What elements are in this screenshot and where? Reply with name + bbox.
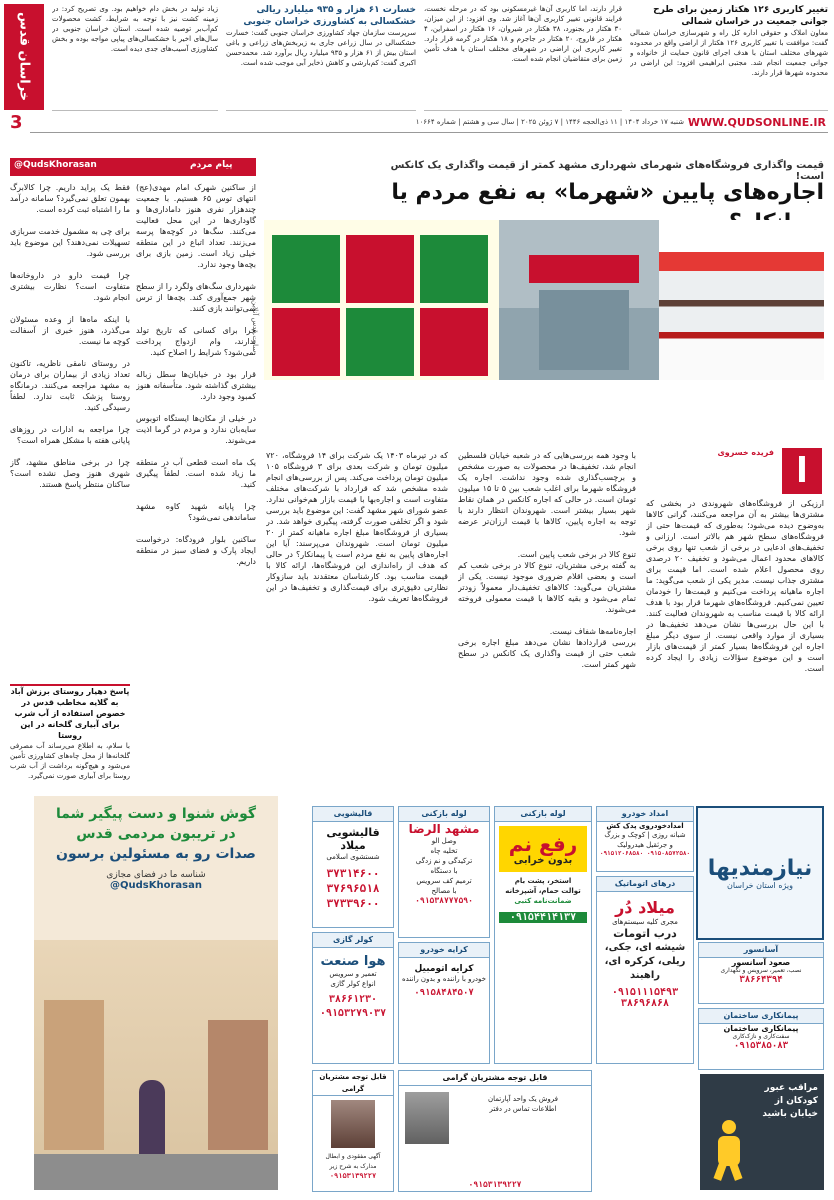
top-news-col2 bbox=[424, 4, 622, 111]
ad-phone: ۰۹۱۵۰۸۵۷۲۵۸۰ ۰۹۱۵۱۲۰۶۸۵۸۰ bbox=[599, 850, 691, 857]
notice-title: قابل توجه مشتریان گرامی bbox=[399, 1071, 591, 1086]
discount-tile bbox=[346, 308, 414, 376]
ad-phone: ۳۸۶۶۱۲۳۰ ۰۹۱۵۳۲۷۹۰۳۷ bbox=[319, 994, 387, 1019]
caution-box bbox=[700, 1074, 824, 1190]
ad-phone: ۳۷۳۱۴۶۰۰ ۳۷۶۹۶۵۱۸ ۳۷۳۳۹۶۰۰ bbox=[326, 867, 380, 910]
top-news-body-4: زیاد تولید در بخش دام خواهیم بود. وی تصریح کرد: در زمینه کشت نیز با توجه به شرایط، کشت محصولات کم‌آب‌بر توصیه شده است. استان خراسان جنوبی در سال‌های اخیر با خشکسالی‌های پیاپی مواجه بوده و بخش کشاورزی آسیب‌های جدی دیده است. bbox=[52, 5, 218, 53]
ad-phone: ۰۹۱۵۳۸۷۷۷۵۹۰ bbox=[415, 896, 473, 905]
response-body: با سلام، به اطلاع می‌رساند آب مصرفی گلخانه‌ها از محل چاه‌های کشاورزی تأمین می‌شود و هیچ‌گونه برداشت از آب شرب روستا برای آبیاری صورت نمی‌گیرد. bbox=[10, 742, 130, 780]
top-news-col3 bbox=[226, 4, 416, 111]
response-box bbox=[10, 684, 130, 782]
ad-header: درهای اتوماتیک bbox=[597, 877, 693, 892]
notice-box-2[interactable] bbox=[312, 1070, 394, 1192]
notice-line: اطلاعات تماس در دفتر bbox=[489, 1105, 557, 1113]
ad-line: شیشه ای، جکی، bbox=[604, 942, 686, 953]
promo-illustration bbox=[34, 940, 278, 1190]
promo-line-2: در تریبون مردمی قدس bbox=[76, 826, 236, 842]
ad-header: کولر گازی bbox=[313, 933, 393, 948]
ad-carpet-wash[interactable] bbox=[312, 806, 394, 928]
ad-line: وصل الو bbox=[431, 837, 457, 845]
ad-phone: ۰۹۱۵۸۴۸۴۵۰۷ bbox=[414, 988, 474, 998]
ad-line: شبانه روزی | کوچک و بزرگ bbox=[604, 831, 686, 839]
notice-line: آگهی مفقودی و ابطال bbox=[325, 1153, 381, 1160]
discount-tile bbox=[420, 235, 488, 303]
article-photo bbox=[264, 220, 824, 380]
storefront-image bbox=[499, 220, 659, 380]
promo-line-1: گوش شنوا و دست پیگیر شما bbox=[55, 806, 257, 822]
ad-line: با مصالح bbox=[431, 887, 457, 895]
ad-header: آسانسور bbox=[699, 943, 823, 958]
author-name: فریده خسروی bbox=[717, 448, 774, 457]
ad-header: لوله بازکنی bbox=[495, 807, 591, 822]
notice-phone: ۰۹۱۵۳۱۳۹۲۲۷ bbox=[468, 1180, 522, 1189]
sidebar-header: پیام مردم bbox=[190, 160, 233, 170]
ad-line: ترکیدگی و نم زدگی bbox=[415, 857, 473, 865]
top-news-title-1: تغییر کاربری ۱۲۶ هکتار زمین برای طرح جوانی جمعیت در خراسان شمالی bbox=[653, 5, 828, 27]
ad-line: خودرو با راننده و بدون راننده bbox=[401, 975, 486, 983]
ad-title: قالیشویی میلاد bbox=[326, 826, 380, 852]
notice-photo bbox=[405, 1092, 449, 1144]
ad-car-rental[interactable] bbox=[398, 942, 490, 1064]
logo-text: خراسان قدس bbox=[16, 12, 32, 102]
response-title: پاسخ دهیار روستای برزش آباد به گلایه مخاطب قدس در خصوص استفاده از آب شرب برای آبیاری گلخانه در این روستا bbox=[10, 687, 130, 740]
masthead-logo bbox=[4, 4, 44, 110]
ad-line: ضمانت‌نامه کتبی bbox=[514, 897, 572, 905]
ad-header: کرایه خودرو bbox=[399, 943, 489, 958]
ad-building-contractor[interactable] bbox=[698, 1008, 824, 1070]
promo-line-4: شناسه ما در فضای مجازی bbox=[106, 870, 206, 880]
discount-tile bbox=[420, 308, 488, 376]
classifieds-subtitle: ویژه استان خراسان bbox=[726, 881, 794, 890]
photo-caption: سایت قدس آنلاین bbox=[251, 300, 259, 353]
ad-title: هوا صنعت bbox=[320, 954, 386, 969]
ad-line: نصب، تعمیر، سرویس و نگهداری bbox=[720, 967, 802, 974]
ad-line: درب اتومات bbox=[613, 927, 677, 940]
ad-header: لوله بازکنی bbox=[399, 807, 489, 822]
notice-line: مدارک به شرح زیر bbox=[329, 1163, 377, 1170]
article-col-3: که در تیرماه ۱۴۰۳ یک شرکت برای ۱۴ فروشگاه، ۷۲۰ میلیون تومان و شرکت بعدی برای ۳ فروشگاه ۱۰۵ میلیون تومان پرداخت می‌کند. پس از بررسی‌های انجام شده مشخص شد که قرارداد با شرکت‌های مختلف متفاوت است و اجاره‌بها با قیمت بازار هم‌خوانی ندارد. عضو شورای شهر مشهد گفت: این موضوع باید بررسی شود و اگر تخلفی صورت گرفته، پیگیری خواهد شد. در بسیاری از فروشگاه‌ها مبلغ اجاره ماهیانه کمتر از ۲۰ میلیون تومان است. شهروندان می‌پرسند: آیا این اجاره‌های پایین به نفع مردم است یا پیمانکار؟ در حالی که هدف از راه‌اندازی این فروشگاه‌ها، ارائه کالا با قیمت مناسب بود. کارشناسان معتقدند باید سازوکار نظارتی دقیق‌تری برای قیمت‌گذاری و تخفیف‌ها در این فروشگاه‌ها تعریف شود. bbox=[266, 451, 448, 603]
building-shape bbox=[208, 1020, 268, 1150]
ad-line: با دستگاه bbox=[430, 867, 458, 875]
ad-air-conditioner[interactable] bbox=[312, 932, 394, 1064]
discount-tile bbox=[272, 235, 340, 303]
drop-cap: ا bbox=[782, 448, 822, 494]
ad-line: ریلی، کرکره ای، راهبند bbox=[604, 956, 686, 981]
ad-title: مشهد الرضا bbox=[408, 822, 480, 836]
ad-header: امداد خودرو bbox=[597, 807, 693, 822]
ad-phone: ۰۹۱۵۱۱۱۵۴۹۳ ۳۸۶۹۶۸۶۸ bbox=[611, 987, 679, 1009]
ad-line: بدون خرابی bbox=[513, 855, 573, 866]
ad-tow-truck[interactable] bbox=[596, 806, 694, 872]
ad-title: رفع نم bbox=[508, 832, 578, 856]
top-news-col4 bbox=[52, 4, 218, 111]
ad-phone: ۳۸۶۶۴۳۹۴ bbox=[739, 975, 783, 985]
building-shape bbox=[44, 1000, 104, 1150]
discount-tile bbox=[272, 308, 340, 376]
discount-sign-image bbox=[264, 220, 499, 380]
notice-box-1[interactable] bbox=[398, 1070, 592, 1192]
ad-line: شستشوی اسلامی bbox=[326, 853, 380, 861]
shelves-image bbox=[659, 220, 824, 380]
article-kicker: قیمت واگذاری فروشگاه‌های شهرمای شهرداری مشهد کمتر از قیمت واگذاری یک کانکس است! bbox=[390, 160, 824, 182]
notice-title: قابل توجه مشتریان گرامی bbox=[313, 1071, 393, 1096]
ad-pipe-cleaning[interactable] bbox=[398, 806, 490, 938]
ad-title: صعود آسانسور bbox=[731, 958, 791, 967]
promo-box bbox=[34, 796, 278, 1190]
top-news-body-2: قرار دارند، اما کاربری آن‌ها غیرمسکونی بود که در مرحله نخست، فرایند قانونی تغییر کاربری آن‌ها آغاز شد. وی افزود: از این میزان، ۳۰ هکتار در بجنورد، ۳۸ هکتار در شیروان، ۱۶ هکتار در اسفراین، ۴ هکتار در فاروج، ۲۰ هکتار در جاجرم و ۱۸ هکتار در گرمه قرار دارد. تغییر کاربری این اراضی در شهرهای مختلف استان با هدف تأمین زمین برای متقاضیان انجام شده است. bbox=[424, 5, 622, 63]
notice-phone: ۰۹۱۵۳۱۳۹۲۲۷ bbox=[329, 1172, 377, 1180]
ad-line: تخلیه چاه bbox=[430, 847, 458, 855]
ad-title: کرایه اتومبیل bbox=[414, 964, 474, 974]
ad-title: پیمانکاری ساختمان bbox=[723, 1024, 799, 1033]
caution-text: مراقب عبور کودکان از خیابان باشید bbox=[762, 1083, 818, 1119]
notice-line: فروش یک واحد آپارتمان bbox=[487, 1095, 559, 1103]
ad-header: پیمانکاری ساختمان bbox=[699, 1009, 823, 1024]
ad-line: ترمیم کف سرویس bbox=[416, 877, 472, 885]
ad-line: مجری کلیه سیستم‌های bbox=[612, 918, 678, 926]
ad-line: سفت‌کاری و نازک‌کاری bbox=[732, 1033, 790, 1040]
ad-line: استخر، پشت بام bbox=[514, 877, 572, 885]
ad-elevator[interactable] bbox=[698, 942, 824, 1004]
ad-header: قالیشویی bbox=[313, 807, 393, 822]
dateline: شنبه ۱۷ خرداد ۱۴۰۴ | ۱۱ ذی‌الحجه ۱۴۴۶ | ۷ ژوئن ۲۰۲۵ | سال سی و هشتم | شماره ۱۰۶۶۴ bbox=[415, 118, 684, 126]
person-shape bbox=[139, 1080, 165, 1160]
top-news-body-1: معاون املاک و حقوقی اداره کل راه و شهرسازی خراسان شمالی گفت: موافقت با تغییر کاربری ۱۲۶ هکتار از اراضی واقع در محدوده شهرهای مختلف استان با هدف اجرای قانون حمایت از خانواده و جوانی جمعیت انجام شد. مجتبی ابراهیمی افزود: این اراضی در محدوده شهرها قرار دارند. bbox=[630, 29, 828, 77]
ad-line: انواع کولر گازی bbox=[330, 980, 376, 988]
ad-banner bbox=[499, 826, 587, 872]
classifieds-title: نیازمندیها bbox=[707, 856, 813, 881]
article-col-1: ارزیکی از فروشگاه‌های شهروندی در بخشی که مشتری‌ها بیشتر به آن مراجعه می‌کنند، گرانی کالاها به‌وضوح دیده می‌شود؛ به‌طوری که قیمت‌ها حتی از فروشگاه‌های سطح شهر هم بالاتر است. ارزانی و تخفیف‌های ادعایی در برخی از شعب تنها روی برخی کالاهای محدود اعمال می‌شود و تخفیف ۲۰ درصدی روی محصول اعلام شده است. اما قیمت برای مشتری جذاب نیست. مدیر یکی از شعب می‌گوید: ما اجاره ماهیانه پرداخت می‌کنیم و قیمت‌ها را خودمان تعیین نمی‌کنیم. فروشگاه‌های شهرما قرار بود با هدف ارائه کالا با قیمت مناسب به شهروندان فعالیت کنند. با این حال بررسی‌ها نشان می‌دهد تخفیف‌ها در بسیاری از موارد واقعی نیست. از سوی دیگر مبلغ اجاره این فروشگاه‌ها بسیار کمتر از قیمت‌های بازار است و این موضوع سؤالات زیادی را ایجاد کرده است. bbox=[646, 499, 824, 673]
page-number: 3 bbox=[10, 112, 23, 133]
discount-tile bbox=[346, 235, 414, 303]
ad-line: توالت حمام، آشپزخانه bbox=[505, 887, 581, 895]
child-crossing-icon bbox=[706, 1120, 752, 1180]
ad-title: میلاد دُر bbox=[615, 898, 675, 917]
article-col-2: با وجود همه بررسی‌هایی که در شعبه خیابان فلسطین انجام شد، تخفیف‌ها در محصولات به صورت مشخص و برچسب‌گذاری شده وجود نداشت. اجاره یک فروشگاه شهرما برای اغلب شعب بین ۵ تا ۱۵ میلیون تومان است. در حالی که اجاره کانکس در همان نقاط شهر بسیار بیشتر است. شهروندان انتظار دارند با توجه به اجاره پایین، کالاها با قیمت ارزان‌تر عرضه شود. تنوع کالا در برخی شعب پایین است. به گفته برخی مشتریان، تنوع کالا در برخی شعب کم است و بعضی اقلام ضروری موجود نیست. یکی از مشتریان می‌گوید: کالاهای تخفیف‌دار معمولاً زودتر تمام می‌شود و بقیه کالاها با قیمت معمولی فروخته می‌شوند. اجاره‌نامه‌ها شفاف نیست. بررسی قراردادها نشان می‌دهد مبلغ اجاره برخی شعب حتی از قیمت واگذاری یک کانکس در سطح شهر کمتر است. bbox=[458, 451, 636, 669]
divider bbox=[30, 132, 828, 133]
ad-damp-repair[interactable] bbox=[494, 806, 592, 1064]
ad-auto-door[interactable] bbox=[596, 876, 694, 1064]
top-news-title-3: خسارت ۶۱ هزار و ۹۳۵ میلیارد ریالی خشکسالی به کشاورزی خراسان جنوبی bbox=[243, 5, 416, 27]
website: WWW.QUDSONLINE.IR bbox=[687, 116, 826, 129]
sidebar-handle: @QudsKhorasan bbox=[14, 160, 97, 170]
street-shape bbox=[34, 1154, 278, 1190]
ad-phone: ۰۹۱۵۴۴۱۴۱۳۷ bbox=[499, 912, 587, 923]
promo-line-3: صدات رو به مسئولین برسون bbox=[56, 846, 256, 862]
sidebar-col-2: فقط یک پراید داریم. چرا کالابرگ بهمون تعلق نمی‌گیرد؟ سامانه درآمد ما را اشتباه ثبت کرده است. برای چی به مشمول خدمت سربازی تسهیلات نمی‌دهند؟ این موضوع باید بررسی شود. چرا قیمت دارو در داروخانه‌ها متفاوت است؟ نظارت بیشتری انجام شود. با اینکه ماه‌ها از وعده مسئولان می‌گذرد، هنوز خبری از آسفالت کوچه ما نیست. در روستای نامقی ناظریه، تاکنون تعداد زیادی از بیماران برای درمان به مشهد مراجعه می‌کنند. درمانگاه روستا پزشک ثابت ندارد. لطفاً رسیدگی کنید. چرا مراجعه به ادارات در روزهای پایانی هفته با مشکل همراه است؟ چرا در برخی مناطق مشهد، گاز شهری هنوز وصل نشده است؟ ساکنان منتظر پاسخ هستند. bbox=[10, 183, 130, 489]
ad-title: امدادخودروی پدک کش bbox=[606, 822, 684, 830]
top-news-body-3: سرپرست سازمان جهاد کشاورزی خراسان جنوبی گفت: خسارت خشکسالی در سال زراعی جاری به زیربخش‌های زراعی و باغی استان بیش از ۶۱ هزار و ۹۳۵ میلیارد ریال برآورد شد. محمدحسن اکبری گفت: کم‌بارشی و کاهش ذخایر آبی موجب شده است. bbox=[226, 29, 416, 67]
top-news-col1 bbox=[630, 4, 828, 111]
ad-line: و جرثقیل هیدرولیک bbox=[617, 841, 673, 849]
article-headline: اجاره‌های پایین «شهرما» به نفع مردم یا bbox=[391, 180, 824, 205]
notice-photo bbox=[331, 1100, 375, 1148]
promo-handle[interactable]: @QudsKhorasan bbox=[110, 880, 202, 891]
classifieds-brand bbox=[696, 806, 824, 940]
ad-phone: ۰۹۱۵۳۸۵۰۸۳ bbox=[733, 1041, 789, 1051]
ad-line: تعمیر و سرویس bbox=[329, 970, 377, 978]
sidebar-col-1: از ساکنین شهرک امام مهدی(عج) انتهای توس ۶۵ هستیم. با جمعیت چندهزار نفری هنوز داماداری‌ها و گاوداری‌ها در این محل فعالیت می‌کنند. سگ‌ها در کوچه‌ها پرسه می‌زنند. تعداد اتباع در این منطقه خیلی زیاد است. زمین بازی برای بچه‌ها وجود ندارد. شهرداری سگ‌های ولگرد را از سطح شهر جمع‌آوری کند. بچه‌ها از ترس نمی‌توانند بازی کنند. چرا برای کسانی که تاریخ تولد ندارند، وام ازدواج پرداخت نمی‌شود؟ شرایط را اصلاح کنید. قرار بود در خیابان‌ها سطل زباله بیشتری گذاشته شود. متأسفانه هنوز کمبود وجود دارد. در خیلی از مکان‌ها ایستگاه اتوبوس سایه‌بان ندارد و مردم در گرما اذیت می‌شوند. یک ماه است قطعی آب در منطقه ما زیاد شده است. لطفاً پیگیری کنید. چرا پایانه شهید کاوه مشهد ساماندهی نمی‌شود؟ ساکنین بلوار فرودگاه: درخواست ایجاد پارک و فضای سبز در منطقه داریم. bbox=[136, 183, 256, 566]
